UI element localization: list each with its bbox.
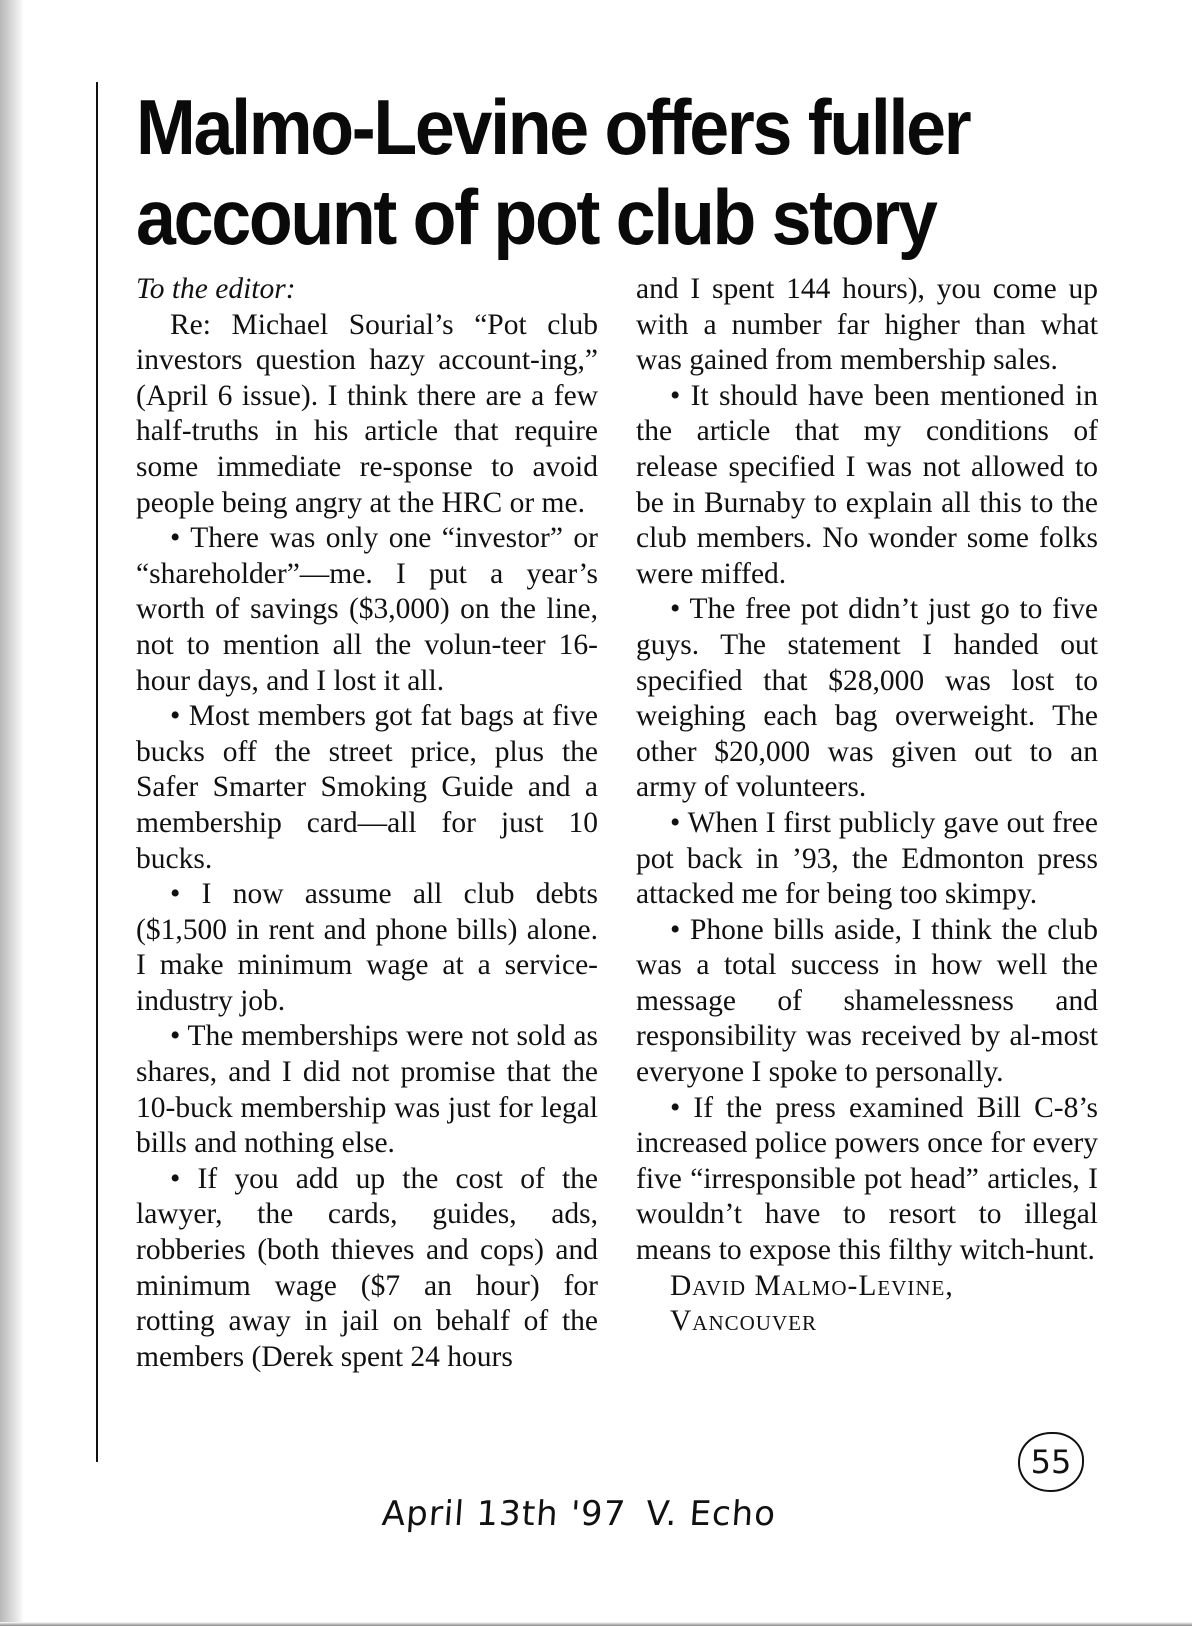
paragraph: • There was only one “investor” or “shareholder”—me. I put a year’s worth of savings ($3,000) on the line, not to mention all the volun-teer 16-hour days, and I lost it all.: [136, 522, 598, 697]
right-column: [636, 272, 1098, 1340]
handwritten-date: April 13th '97: [380, 1494, 628, 1534]
paragraph: Re: Michael Sourial’s “Pot club investors question hazy account-ing,” (April 6 issue). I think there are a few half-truths in his article that require some immediate re-sponse to avoid people being angry at the HRC or me.: [136, 308, 598, 519]
paragraph: • I now assume all club debts ($1,500 in rent and phone bills) alone. I make minimum wage at a service-industry job.: [136, 878, 598, 1017]
page-number: 55: [1030, 1443, 1072, 1481]
left-column: [136, 272, 598, 1375]
headline: Malmo-Levine offers fuller account of pot club story: [136, 83, 970, 261]
scan-shadow-left: [0, 0, 24, 1626]
scan-edge-bottom: [0, 1622, 1192, 1626]
page-number-circle: [1018, 1432, 1084, 1492]
paragraph: • When I first publicly gave out free pot back in ’93, the Edmonton press attacked me for being too skimpy.: [636, 806, 1098, 911]
paragraph: • If the press examined Bill C-8’s increased police powers once for every five “irresponsible pot head” articles, I wouldn’t have to resort to illegal means to expose this filthy witch-hunt.: [636, 1091, 1098, 1267]
handwritten-source: V. Echo: [644, 1494, 778, 1534]
signature-city: Vancouver: [670, 1305, 817, 1338]
paragraph: • If you add up the cost of the lawyer, the cards, guides, ads, robberies (both thieves and cops) and minimum wage ($7 an hour) for rotting away in jail on behalf of the members (Derek spent 24 hours: [136, 1162, 598, 1373]
paragraph-continuation: and I spent 144 hours), you come up with a number far higher than what was gained from membership sales.: [636, 273, 1098, 377]
paragraph: • The free pot didn’t just go to five guys. The statement I handed out specified that $28,000 was lost to weighing each bag overweight. The other $20,000 was given out to an army of volunteers.: [636, 593, 1098, 804]
paragraph: • The memberships were not sold as shares, and I did not promise that the 10-buck membership was just for legal bills and nothing else.: [136, 1020, 598, 1160]
column-rule: [96, 82, 98, 1462]
paragraph: • Most members got fat bags at five bucks off the street price, plus the Safer Smarter Smoking Guide and a membership card—all for just 10 bucks.: [136, 700, 598, 875]
signature-name: David Malmo-Levine,: [670, 1269, 954, 1302]
paragraph: • Phone bills aside, I think the club was a total success in how well the message of shamelessness and responsibility was received by al-most everyone I spoke to personally.: [636, 913, 1098, 1089]
paragraph: • It should have been mentioned in the article that my conditions of release specified I was not allowed to be in Burnaby to explain all this to the club members. No wonder some folks were miffed.: [636, 379, 1098, 590]
salutation: To the editor:: [136, 273, 296, 305]
